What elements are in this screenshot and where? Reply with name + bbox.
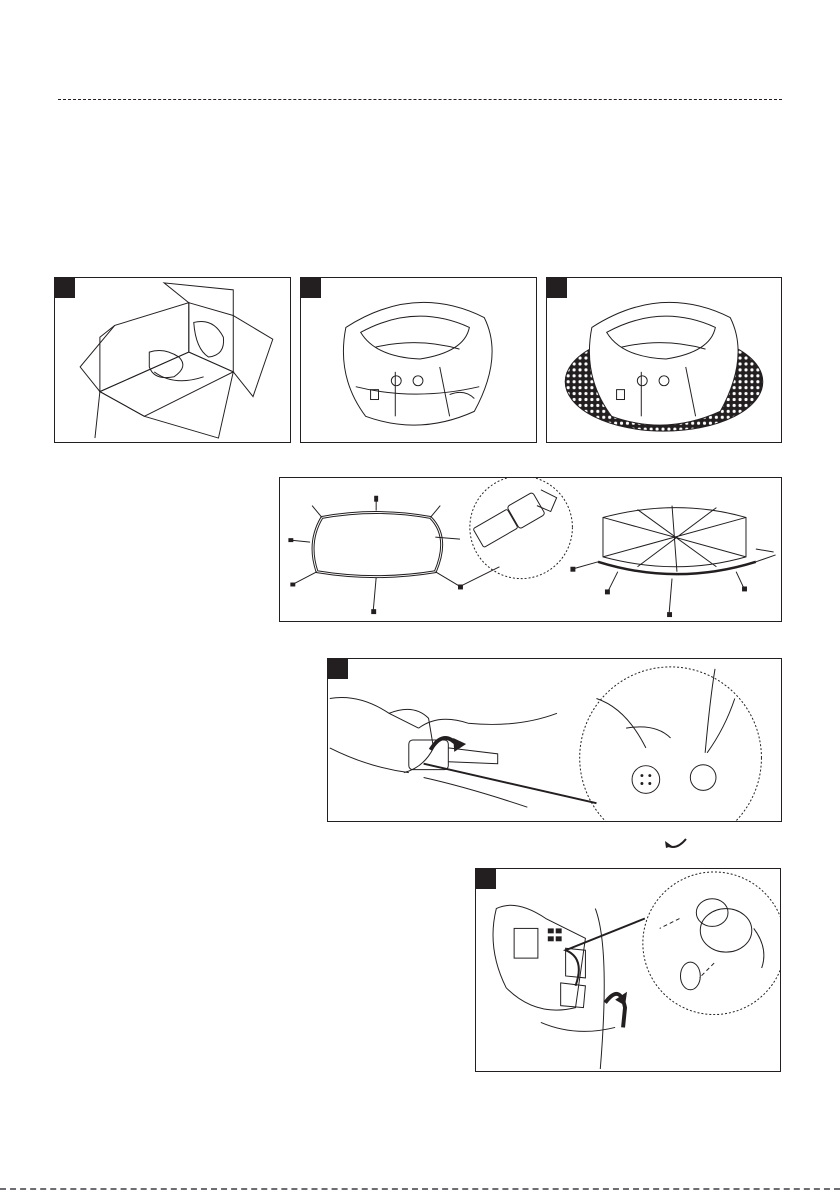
top-dashed-rule (58, 99, 782, 100)
step-5-panel (327, 658, 782, 822)
step-1-badge (55, 278, 75, 298)
step-1-panel (54, 277, 291, 443)
step-2-badge (301, 278, 321, 298)
bottom-dashed-rule (0, 1188, 840, 1190)
open-box-illustration (55, 278, 290, 442)
step-4-panel (279, 477, 782, 622)
spa-on-mat-illustration (547, 278, 781, 442)
step-3-badge (547, 278, 567, 298)
rotate-arrow-icon (664, 833, 690, 851)
step-6-badge (476, 869, 496, 889)
step-6-panel (475, 868, 781, 1072)
control-box-connector-illustration (476, 869, 780, 1071)
spa-liner-illustration (301, 278, 536, 442)
frame-and-buckle-illustration (280, 478, 781, 621)
step-5-badge (328, 659, 348, 679)
step-3-panel (546, 277, 782, 443)
step-2-panel (300, 277, 537, 443)
plug-connection-illustration (328, 659, 781, 821)
